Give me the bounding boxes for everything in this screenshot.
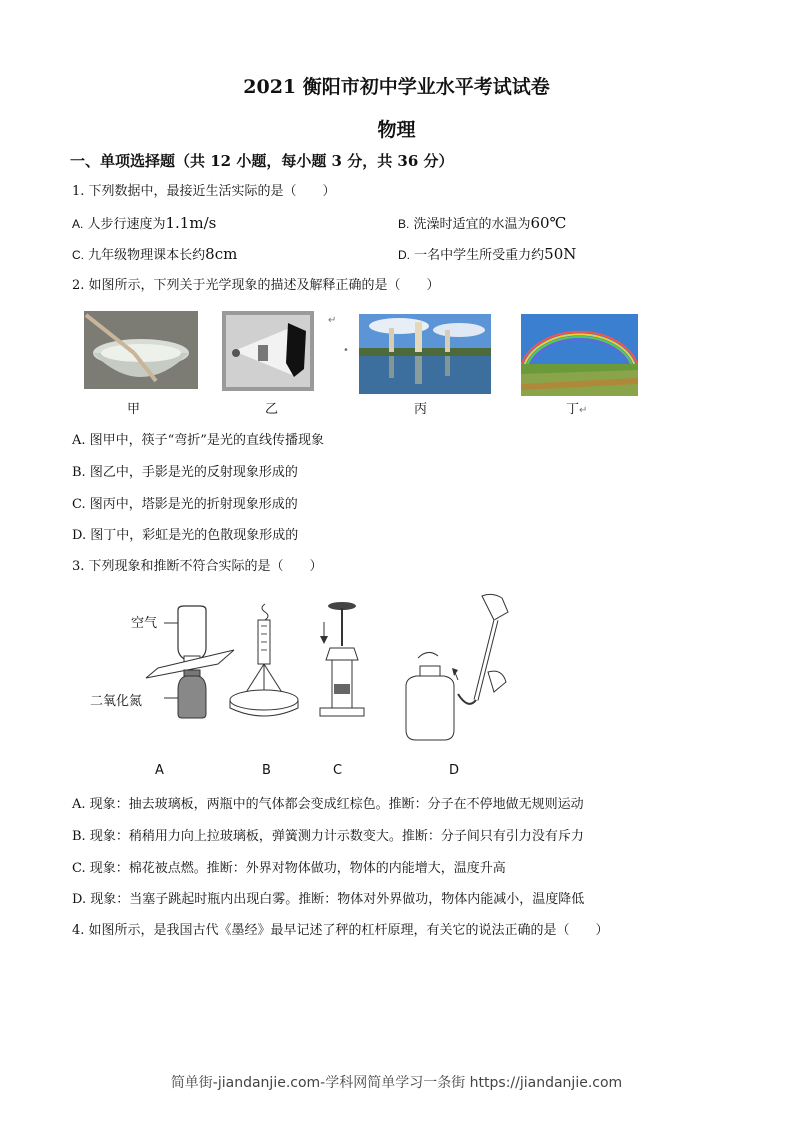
question-3-stem: 3. 下列现象和推断不符合实际的是（ ）	[72, 559, 323, 574]
caption-b: B	[262, 763, 271, 778]
label-air: 空气	[131, 616, 158, 631]
q3-option-c: C. 现象：棉花被点燃。推断：外界对物体做功，物体的内能增大，温度升高	[72, 861, 506, 876]
question-1-stem: 1. 下列数据中，最接近生活实际的是（ ）	[72, 184, 336, 199]
question-2-stem: 2. 如图所示，下列关于光学现象的描述及解释正确的是（ ）	[72, 278, 440, 293]
caption-ding	[566, 398, 587, 417]
page-title: 2021 衡阳市初中学业水平考试试卷	[243, 76, 550, 98]
q1-option-d	[398, 246, 576, 264]
q2-option-c: C. 图丙中，塔影是光的折射现象形成的	[72, 497, 298, 512]
option-text: 洗澡时适宜的水温为	[413, 217, 531, 232]
edit-mark: ↵	[579, 405, 588, 416]
q1-option-c	[72, 246, 237, 264]
option-value: 8cm	[205, 245, 238, 263]
subject-title: 物理	[377, 119, 416, 141]
q2-option-d: D. 图丁中，彩虹是光的色散现象形成的	[72, 528, 299, 543]
photo-pagoda-reflection	[359, 314, 491, 394]
option-text: 九年级物理课本长约	[88, 248, 206, 263]
option-label: D.	[398, 248, 410, 262]
option-label: B.	[398, 217, 410, 231]
photo-chopstick-bowl	[84, 311, 198, 389]
q2-option-a: A. 图甲中，筷子“弯折”是光的直线传播现象	[72, 433, 324, 448]
caption-jia: 甲	[127, 402, 141, 417]
q3-option-b: B. 现象：稍稍用力向上拉玻璃板，弹簧测力计示数变大。推断：分子间只有引力没有斥力	[72, 829, 584, 844]
caption-a: A	[155, 763, 164, 778]
option-value: 50N	[544, 245, 577, 263]
q1-option-a	[72, 215, 216, 233]
caption-d: D	[449, 763, 460, 778]
edit-mark: ↵	[328, 315, 337, 326]
q2-option-b: B. 图乙中，手影是光的反射现象形成的	[72, 465, 298, 480]
caption-ding-text: 丁	[566, 402, 580, 417]
q1-option-b	[398, 215, 566, 233]
option-label: A.	[72, 217, 84, 231]
page-footer: 简单街-jiandanjie.com-学科网简单学习一条街 https://jiandanjie.com	[170, 1075, 623, 1091]
label-no2: 二氧化氮	[90, 694, 143, 709]
option-value: 1.1m/s	[165, 214, 217, 232]
caption-c: C	[333, 763, 343, 778]
q3-option-d: D. 现象：当塞子跳起时瓶内出现白雾。推断：物体对外界做功，物体内能减小，温度降低	[72, 892, 585, 907]
option-text: 人步行速度为	[87, 217, 166, 232]
option-text: 一名中学生所受重力约	[414, 248, 545, 263]
caption-yi: 乙	[265, 402, 279, 417]
option-value: 60℃	[530, 214, 567, 232]
section-heading: 一、单项选择题（共 12 小题，每小题 3 分，共 36 分）	[70, 152, 454, 170]
figure-bottle-pump	[398, 590, 528, 750]
photo-rainbow	[521, 314, 638, 396]
question-4-stem: 4. 如图所示，是我国古代《墨经》最早记述了秤的杠杆原理，有关它的说法正确的是（ ）	[72, 923, 609, 938]
option-label: C.	[72, 248, 84, 262]
edit-mark: •	[343, 345, 349, 356]
figure-fire-syringe	[312, 600, 372, 724]
figure-spring-scale	[225, 602, 305, 722]
photo-hand-shadow	[222, 311, 314, 391]
caption-bing: 丙	[414, 402, 428, 417]
q3-option-a: A. 现象：抽去玻璃板，两瓶中的气体都会变成红棕色。推断：分子在不停地做无规则运动	[72, 797, 584, 812]
